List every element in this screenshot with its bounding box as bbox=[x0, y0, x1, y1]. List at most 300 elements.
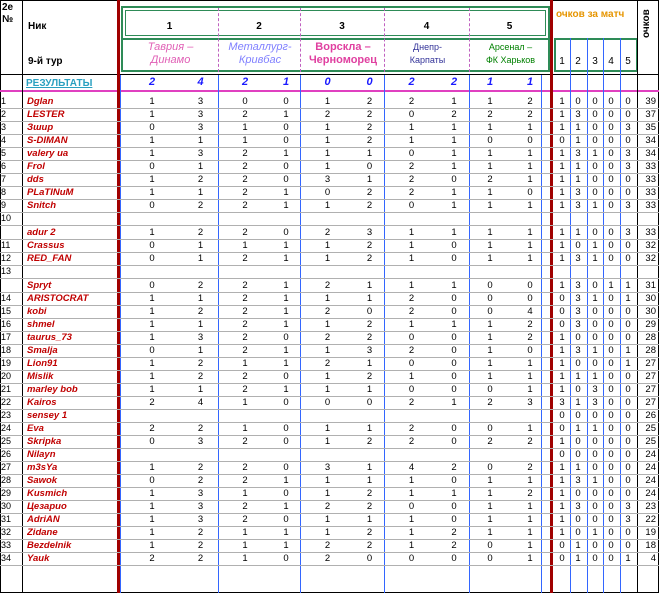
prediction-score: 2 bbox=[149, 553, 155, 564]
prediction-score: 0 bbox=[242, 96, 248, 107]
match-points: 0 bbox=[592, 501, 598, 512]
match-points: 1 bbox=[559, 96, 565, 107]
results-separator bbox=[0, 90, 659, 92]
prediction-score: 1 bbox=[408, 280, 415, 291]
prediction-score: 0 bbox=[451, 293, 457, 304]
match-points: 3 bbox=[625, 200, 631, 211]
match-home-team: Арсенал – bbox=[488, 42, 533, 52]
prediction-score: 0 bbox=[408, 332, 415, 343]
match-points: 0 bbox=[559, 423, 565, 434]
prediction-score: 1 bbox=[283, 187, 289, 198]
match-points: 1 bbox=[559, 240, 565, 251]
prediction-score: 2 bbox=[408, 174, 415, 185]
round-label: 9-й тур bbox=[28, 56, 63, 67]
points-subcol-header: 4 bbox=[608, 56, 614, 67]
prediction-score: 1 bbox=[149, 96, 155, 107]
prediction-score: 2 bbox=[242, 436, 248, 447]
prediction-score: 1 bbox=[451, 200, 457, 211]
match-points: 0 bbox=[559, 319, 565, 330]
match-points: 1 bbox=[575, 227, 581, 238]
prediction-score: 2 bbox=[197, 280, 204, 291]
prediction-score: 1 bbox=[408, 122, 415, 133]
result-score: 0 bbox=[324, 77, 331, 88]
match-points: 1 bbox=[592, 423, 598, 434]
match-header-divider bbox=[469, 8, 470, 72]
prediction-score: 1 bbox=[242, 122, 248, 133]
row-line bbox=[0, 212, 659, 213]
match-points: 3 bbox=[575, 293, 581, 304]
total-points: 27 bbox=[645, 384, 656, 395]
prediction-score: 1 bbox=[324, 122, 331, 133]
prediction-score: 2 bbox=[408, 345, 415, 356]
match-points: 0 bbox=[608, 306, 614, 317]
prediction-score: 1 bbox=[366, 293, 373, 304]
prediction-score: 0 bbox=[283, 371, 289, 382]
prediction-score: 2 bbox=[242, 161, 248, 172]
prediction-score: 2 bbox=[527, 332, 533, 343]
match-points: 1 bbox=[575, 423, 581, 434]
row-number: 3 bbox=[1, 122, 7, 132]
match-points: 0 bbox=[608, 358, 614, 369]
prediction-score: 1 bbox=[324, 423, 331, 434]
match-points: 0 bbox=[592, 436, 598, 447]
prediction-score: 1 bbox=[451, 135, 457, 146]
match-points: 1 bbox=[559, 345, 565, 356]
match-points: 3 bbox=[575, 148, 581, 159]
match-points: 3 bbox=[625, 161, 631, 172]
results-label: РЕЗУЛЬТАТЫ bbox=[26, 78, 93, 89]
total-label: очков bbox=[641, 9, 652, 38]
prediction-score: 1 bbox=[408, 135, 415, 146]
prediction-score: 1 bbox=[149, 540, 155, 551]
total-points: 33 bbox=[645, 161, 656, 172]
prediction-score: 2 bbox=[366, 371, 373, 382]
match-points: 3 bbox=[575, 501, 581, 512]
prediction-score: 1 bbox=[283, 358, 289, 369]
prediction-score: 0 bbox=[451, 240, 457, 251]
match-points: 0 bbox=[625, 319, 631, 330]
prediction-score: 2 bbox=[324, 332, 331, 343]
prediction-score: 1 bbox=[366, 174, 373, 185]
player-nick: Lion91 bbox=[27, 358, 58, 369]
total-points: 39 bbox=[645, 96, 656, 107]
total-points: 18 bbox=[645, 540, 656, 551]
match-points: 1 bbox=[559, 187, 565, 198]
prediction-score: 3 bbox=[197, 96, 204, 107]
total-points: 33 bbox=[645, 227, 656, 238]
match-points: 0 bbox=[625, 187, 631, 198]
row-number: 6 bbox=[1, 161, 7, 171]
player-nick: taurus_73 bbox=[27, 332, 72, 343]
prediction-score: 1 bbox=[527, 358, 533, 369]
match-points: 1 bbox=[559, 253, 565, 264]
row-number: 32 bbox=[1, 527, 12, 537]
row-number: 10 bbox=[1, 213, 12, 223]
row-number: 33 bbox=[1, 540, 12, 550]
prediction-score: 1 bbox=[283, 540, 289, 551]
row-number: 24 bbox=[1, 423, 12, 433]
prediction-score: 2 bbox=[366, 319, 373, 330]
total-points: 24 bbox=[645, 488, 656, 499]
match-points: 1 bbox=[625, 280, 631, 291]
match-points: 1 bbox=[575, 371, 581, 382]
prediction-score: 2 bbox=[366, 135, 373, 146]
match-points: 0 bbox=[625, 423, 631, 434]
match-points: 0 bbox=[559, 293, 565, 304]
points-subcol-header: 3 bbox=[592, 56, 598, 67]
match-points: 0 bbox=[608, 122, 614, 133]
prediction-score: 2 bbox=[366, 240, 373, 251]
match-points: 0 bbox=[608, 397, 614, 408]
prediction-score: 1 bbox=[197, 187, 204, 198]
prediction-score: 0 bbox=[366, 397, 373, 408]
match-points: 0 bbox=[625, 109, 631, 120]
prediction-score: 2 bbox=[408, 436, 415, 447]
prediction-score: 0 bbox=[149, 253, 155, 264]
match-points: 0 bbox=[592, 280, 598, 291]
match-points: 0 bbox=[608, 436, 614, 447]
match-points: 0 bbox=[608, 332, 614, 343]
prediction-score: 0 bbox=[283, 462, 289, 473]
player-nick: shmel bbox=[27, 319, 55, 330]
row-number: 18 bbox=[1, 345, 12, 355]
prediction-score: 2 bbox=[242, 332, 248, 343]
result-score: 1 bbox=[486, 77, 494, 88]
prediction-score: 1 bbox=[487, 501, 493, 512]
prediction-score: 1 bbox=[324, 514, 331, 525]
match-points: 0 bbox=[625, 488, 631, 499]
match-points: 0 bbox=[592, 514, 598, 525]
prediction-score: 1 bbox=[149, 227, 155, 238]
total-points: 30 bbox=[645, 306, 656, 317]
match-points: 0 bbox=[575, 358, 581, 369]
prediction-score: 1 bbox=[324, 345, 331, 356]
player-nick: S-DIMAN bbox=[27, 135, 68, 146]
prediction-score: 1 bbox=[487, 488, 493, 499]
match-points: 1 bbox=[625, 345, 631, 356]
match-points: 1 bbox=[592, 475, 598, 486]
match-points: 3 bbox=[625, 148, 631, 159]
match-away-team: Динамо bbox=[150, 54, 191, 66]
match-points: 0 bbox=[608, 462, 614, 473]
row-line bbox=[0, 265, 659, 266]
prediction-score: 1 bbox=[149, 371, 155, 382]
prediction-score: 1 bbox=[451, 227, 457, 238]
prediction-score: 1 bbox=[197, 293, 204, 304]
prediction-score: 0 bbox=[149, 161, 155, 172]
match-number: 3 bbox=[339, 21, 345, 32]
match-points: 0 bbox=[608, 345, 614, 356]
player-nick: Snitch bbox=[27, 200, 57, 211]
prediction-score: 1 bbox=[283, 280, 289, 291]
match-points: 0 bbox=[625, 436, 631, 447]
prediction-score: 1 bbox=[324, 384, 331, 395]
player-nick: Smalja bbox=[27, 345, 58, 356]
prediction-score: 0 bbox=[408, 200, 415, 211]
prediction-score: 1 bbox=[408, 527, 415, 538]
prediction-score: 1 bbox=[487, 345, 493, 356]
match-points: 0 bbox=[592, 488, 598, 499]
prediction-score: 1 bbox=[242, 423, 248, 434]
prediction-score: 1 bbox=[527, 371, 533, 382]
prediction-score: 4 bbox=[197, 397, 204, 408]
match-points: 3 bbox=[575, 253, 581, 264]
match-points: 0 bbox=[592, 319, 598, 330]
place-col-top: 2е bbox=[2, 2, 14, 13]
total-points: 24 bbox=[645, 475, 656, 486]
match-points: 0 bbox=[608, 449, 614, 460]
prediction-score: 2 bbox=[366, 122, 373, 133]
prediction-score: 1 bbox=[283, 475, 289, 486]
prediction-score: 1 bbox=[366, 514, 373, 525]
total-points: 24 bbox=[645, 462, 656, 473]
prediction-score: 2 bbox=[487, 397, 493, 408]
prediction-score: 3 bbox=[197, 148, 204, 159]
prediction-score: 1 bbox=[408, 227, 415, 238]
prediction-score: 2 bbox=[324, 501, 331, 512]
prediction-score: 2 bbox=[324, 306, 331, 317]
prediction-score: 1 bbox=[242, 488, 248, 499]
row-line bbox=[0, 225, 659, 226]
prediction-score: 2 bbox=[242, 371, 248, 382]
prediction-score: 1 bbox=[149, 135, 155, 146]
prediction-score: 2 bbox=[242, 319, 248, 330]
player-nick: Bezdelnik bbox=[27, 540, 72, 551]
prediction-score: 0 bbox=[487, 553, 493, 564]
total-points: 22 bbox=[645, 514, 656, 525]
prediction-score: 2 bbox=[487, 174, 493, 185]
prediction-score: 2 bbox=[451, 462, 457, 473]
match-points: 1 bbox=[575, 135, 581, 146]
prediction-score: 0 bbox=[451, 174, 457, 185]
match-points: 0 bbox=[592, 553, 598, 564]
prediction-score: 0 bbox=[366, 553, 373, 564]
prediction-score: 1 bbox=[487, 514, 493, 525]
row-number: 25 bbox=[1, 436, 12, 446]
prediction-score: 2 bbox=[408, 96, 415, 107]
row-number: 1 bbox=[1, 96, 7, 106]
prediction-score: 3 bbox=[197, 122, 204, 133]
prediction-score: 1 bbox=[451, 319, 457, 330]
prediction-score: 1 bbox=[197, 345, 204, 356]
match-points: 0 bbox=[592, 358, 598, 369]
total-points: 26 bbox=[645, 410, 656, 421]
match-points: 1 bbox=[575, 122, 581, 133]
match-points: 0 bbox=[575, 332, 581, 343]
prediction-score: 2 bbox=[324, 109, 331, 120]
match-points: 1 bbox=[559, 122, 565, 133]
points-subcol-header: 5 bbox=[625, 56, 631, 67]
prediction-score: 0 bbox=[451, 332, 457, 343]
result-score: 2 bbox=[450, 77, 458, 88]
prediction-score: 0 bbox=[451, 423, 457, 434]
player-nick: Yauk bbox=[27, 553, 50, 564]
prediction-score: 0 bbox=[487, 293, 493, 304]
row-number: 30 bbox=[1, 501, 12, 511]
match-points: 0 bbox=[608, 423, 614, 434]
prediction-score: 1 bbox=[197, 319, 204, 330]
prediction-score: 0 bbox=[283, 423, 289, 434]
prediction-score: 0 bbox=[451, 501, 457, 512]
row-number: 12 bbox=[1, 253, 12, 263]
prediction-score: 1 bbox=[324, 436, 331, 447]
prediction-score: 0 bbox=[283, 332, 289, 343]
prediction-score: 0 bbox=[366, 306, 373, 317]
match-points: 1 bbox=[608, 280, 614, 291]
match-points: 0 bbox=[592, 96, 598, 107]
total-points: 24 bbox=[645, 449, 656, 460]
match-points: 0 bbox=[625, 449, 631, 460]
row-number: 21 bbox=[1, 384, 12, 394]
prediction-score: 0 bbox=[149, 436, 155, 447]
match-points: 0 bbox=[559, 410, 565, 421]
match-points: 1 bbox=[559, 371, 565, 382]
match-points: 0 bbox=[608, 174, 614, 185]
row-line bbox=[0, 278, 659, 279]
prediction-score: 2 bbox=[242, 200, 248, 211]
match-points: 1 bbox=[575, 161, 581, 172]
match-points: 0 bbox=[592, 109, 598, 120]
prediction-score: 0 bbox=[451, 371, 457, 382]
match-points: 0 bbox=[608, 553, 614, 564]
prediction-score: 1 bbox=[197, 161, 204, 172]
player-nick: Nilayn bbox=[27, 449, 56, 460]
player-nick: valery ua bbox=[27, 148, 69, 159]
prediction-score: 2 bbox=[527, 96, 533, 107]
prediction-score: 2 bbox=[366, 436, 373, 447]
match-points: 1 bbox=[559, 501, 565, 512]
match-points: 0 bbox=[625, 332, 631, 343]
prediction-score: 0 bbox=[366, 161, 373, 172]
match-points: 0 bbox=[625, 96, 631, 107]
prediction-score: 1 bbox=[366, 423, 373, 434]
match-points: 0 bbox=[575, 449, 581, 460]
prediction-score: 2 bbox=[242, 384, 248, 395]
match-points: 0 bbox=[608, 488, 614, 499]
match-away-team: Черноморец bbox=[308, 54, 378, 66]
prediction-score: 1 bbox=[149, 462, 155, 473]
player-nick: dds bbox=[27, 174, 44, 185]
match-points: 0 bbox=[559, 135, 565, 146]
prediction-score: 1 bbox=[487, 332, 493, 343]
points-subcol-header: 2 bbox=[575, 56, 581, 67]
prediction-score: 1 bbox=[527, 553, 533, 564]
result-score: 0 bbox=[366, 77, 373, 88]
prediction-score: 2 bbox=[408, 423, 415, 434]
prediction-score: 1 bbox=[242, 553, 248, 564]
prediction-score: 1 bbox=[149, 501, 155, 512]
prediction-score: 2 bbox=[366, 109, 373, 120]
prediction-score: 3 bbox=[324, 462, 331, 473]
prediction-score: 2 bbox=[242, 462, 248, 473]
match-points: 1 bbox=[559, 358, 565, 369]
player-nick: adur 2 bbox=[27, 227, 56, 238]
row-line bbox=[0, 565, 659, 566]
match-points: 3 bbox=[575, 475, 581, 486]
prediction-score: 2 bbox=[527, 109, 533, 120]
row-number: 23 bbox=[1, 410, 12, 420]
match-away-team: Карпаты bbox=[409, 55, 446, 65]
match-points: 0 bbox=[608, 384, 614, 395]
match-points: 0 bbox=[625, 527, 631, 538]
match-points: 0 bbox=[575, 488, 581, 499]
match-points: 0 bbox=[592, 332, 598, 343]
player-nick: Skripka bbox=[27, 436, 62, 447]
prediction-score: 1 bbox=[283, 319, 289, 330]
match-points: 0 bbox=[592, 227, 598, 238]
match-points: 3 bbox=[625, 501, 631, 512]
prediction-score: 0 bbox=[149, 200, 155, 211]
prediction-score: 1 bbox=[408, 240, 415, 251]
prediction-score: 0 bbox=[408, 384, 415, 395]
prediction-score: 1 bbox=[487, 227, 493, 238]
prediction-score: 3 bbox=[197, 514, 204, 525]
prediction-score: 1 bbox=[451, 122, 457, 133]
prediction-score: 2 bbox=[197, 540, 204, 551]
prediction-score: 2 bbox=[408, 161, 415, 172]
match-points: 0 bbox=[625, 306, 631, 317]
total-points: 28 bbox=[645, 332, 656, 343]
prediction-score: 0 bbox=[283, 553, 289, 564]
prediction-score: 2 bbox=[527, 319, 533, 330]
nick-label: Ник bbox=[28, 21, 47, 32]
prediction-score: 2 bbox=[408, 293, 415, 304]
player-nick: AdriAN bbox=[27, 514, 60, 525]
total-points: 33 bbox=[645, 174, 656, 185]
prediction-score: 3 bbox=[527, 397, 533, 408]
match-points: 1 bbox=[559, 527, 565, 538]
total-points: 27 bbox=[645, 371, 656, 382]
match-points: 0 bbox=[575, 436, 581, 447]
match-points: 3 bbox=[625, 227, 631, 238]
prediction-score: 1 bbox=[527, 200, 533, 211]
prediction-score: 2 bbox=[242, 501, 248, 512]
match-points: 0 bbox=[625, 253, 631, 264]
match-points: 0 bbox=[592, 174, 598, 185]
match-points: 1 bbox=[559, 514, 565, 525]
prediction-score: 2 bbox=[366, 200, 373, 211]
prediction-score: 1 bbox=[149, 384, 155, 395]
prediction-score: 1 bbox=[451, 96, 457, 107]
prediction-score: 1 bbox=[487, 358, 493, 369]
player-nick: LESTER bbox=[27, 109, 65, 120]
match-number: 4 bbox=[423, 21, 430, 32]
row-number: 11 bbox=[1, 240, 11, 250]
row-number: 8 bbox=[1, 187, 7, 197]
match-points: 0 bbox=[625, 371, 631, 382]
match-home-team: Таврия – bbox=[147, 41, 194, 53]
row-number: 13 bbox=[1, 266, 12, 276]
total-points: 33 bbox=[645, 187, 656, 198]
player-nick: Zidane bbox=[27, 527, 58, 538]
match-points: 1 bbox=[559, 332, 565, 343]
prediction-score: 1 bbox=[324, 475, 331, 486]
match-points: 0 bbox=[608, 161, 614, 172]
player-nick: Spryt bbox=[27, 280, 52, 291]
prediction-score: 0 bbox=[149, 122, 155, 133]
total-points: 34 bbox=[645, 135, 656, 146]
prediction-score: 1 bbox=[324, 527, 331, 538]
match-points: 0 bbox=[625, 240, 631, 251]
prediction-score: 1 bbox=[149, 306, 155, 317]
player-nick: Kairos bbox=[27, 397, 57, 408]
prediction-score: 2 bbox=[366, 332, 373, 343]
points-subcol-header: 1 bbox=[559, 56, 565, 67]
prediction-score: 1 bbox=[242, 240, 248, 251]
row-number: 20 bbox=[1, 371, 12, 381]
match-points: 3 bbox=[575, 280, 581, 291]
match-header-divider bbox=[218, 8, 219, 72]
